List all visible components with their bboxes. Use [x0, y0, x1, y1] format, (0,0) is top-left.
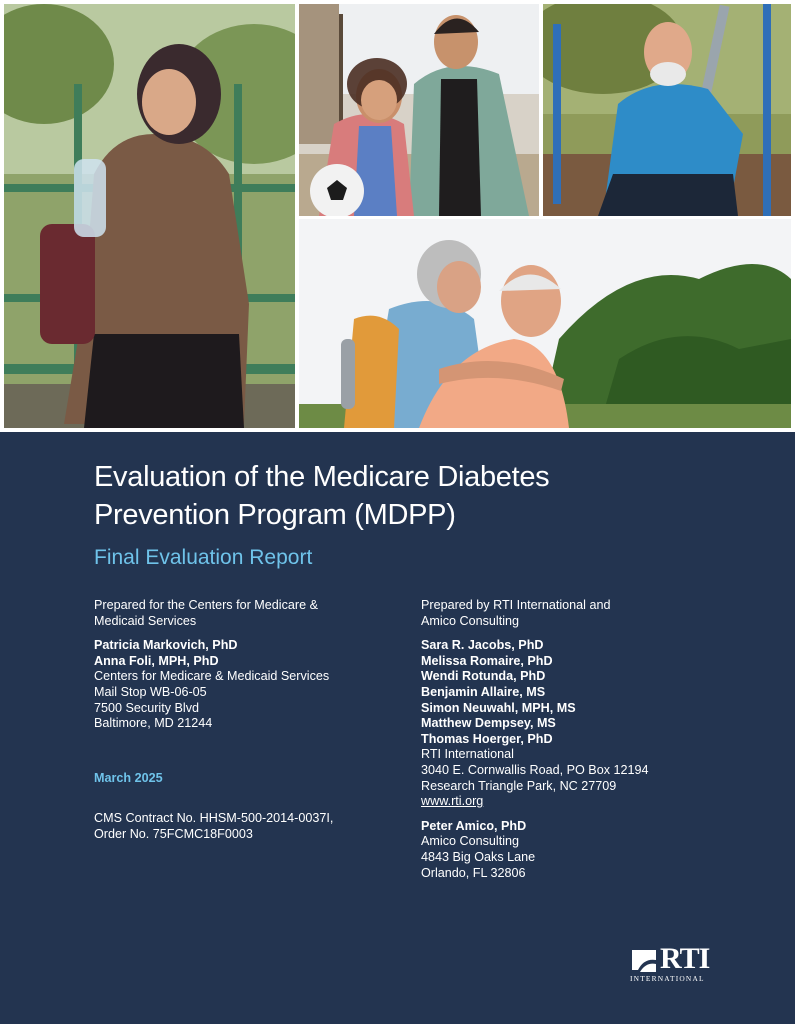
prepared-by-block — [421, 598, 649, 881]
address-line: Mail Stop WB-06-05 — [94, 684, 207, 699]
contact-name: Anna Foli, MPH, PhD — [94, 653, 219, 668]
report-subtitle: Final Evaluation Report — [94, 546, 313, 569]
address-line: Orlando, FL 32806 — [421, 865, 526, 880]
prepared-by-heading-line-2: Amico Consulting — [421, 613, 519, 628]
address-line: Centers for Medicare & Medicaid Services — [94, 669, 330, 684]
rti-logo-mark-icon — [630, 946, 658, 974]
photo-father-and-daughter — [299, 4, 539, 216]
contact-name: Patricia Markovich, PhD — [94, 638, 238, 653]
author-name: Peter Amico, PhD — [421, 818, 527, 833]
prepared-by-heading-line-1: Prepared by RTI International and — [421, 598, 611, 612]
prepared-for-heading-line-1: Prepared for the Centers for Medicare & — [94, 598, 318, 612]
author-name: Benjamin Allaire, MS — [421, 684, 546, 699]
order-number: Order No. 75FCMC18F0003 — [94, 826, 253, 841]
website-link[interactable]: www.rti.org — [421, 794, 484, 809]
photo-woman-with-water-bottle — [4, 4, 295, 428]
photo-man-at-exercise-park — [543, 4, 791, 216]
address-line: 4843 Big Oaks Lane — [421, 849, 536, 864]
contract-block — [94, 811, 333, 842]
report-date: March 2025 — [94, 771, 163, 785]
photo-older-couple-hugging — [299, 219, 791, 428]
contract-number: CMS Contract No. HHSM-500-2014-0037I, — [94, 811, 334, 825]
report-title — [94, 458, 549, 534]
prepared-for-block — [94, 598, 329, 732]
author-name: Sara R. Jacobs, PhD — [421, 638, 544, 653]
address-line: Research Triangle Park, NC 27709 — [421, 778, 617, 793]
logo-subtext: INTERNATIONAL — [630, 974, 705, 983]
author-name: Melissa Romaire, PhD — [421, 653, 553, 668]
report-title-line-2: Prevention Program (MDPP) — [94, 499, 456, 531]
organization-name: RTI International — [421, 747, 514, 762]
cover-band — [0, 432, 795, 1024]
author-name: Simon Neuwahl, MPH, MS — [421, 700, 576, 715]
address-line: 3040 E. Cornwallis Road, PO Box 12194 — [421, 762, 649, 777]
logo-wordmark: RTI — [660, 942, 710, 975]
address-line: 7500 Security Blvd — [94, 700, 200, 715]
address-line: Baltimore, MD 21244 — [94, 716, 213, 731]
rti-international-logo — [630, 942, 720, 988]
author-name: Thomas Hoerger, PhD — [421, 731, 553, 746]
prepared-for-heading-line-2: Medicaid Services — [94, 613, 197, 628]
author-name: Matthew Dempsey, MS — [421, 716, 556, 731]
report-title-line-1: Evaluation of the Medicare Diabetes — [94, 461, 550, 493]
author-name: Wendi Rotunda, PhD — [421, 669, 546, 684]
organization-name: Amico Consulting — [421, 834, 519, 849]
